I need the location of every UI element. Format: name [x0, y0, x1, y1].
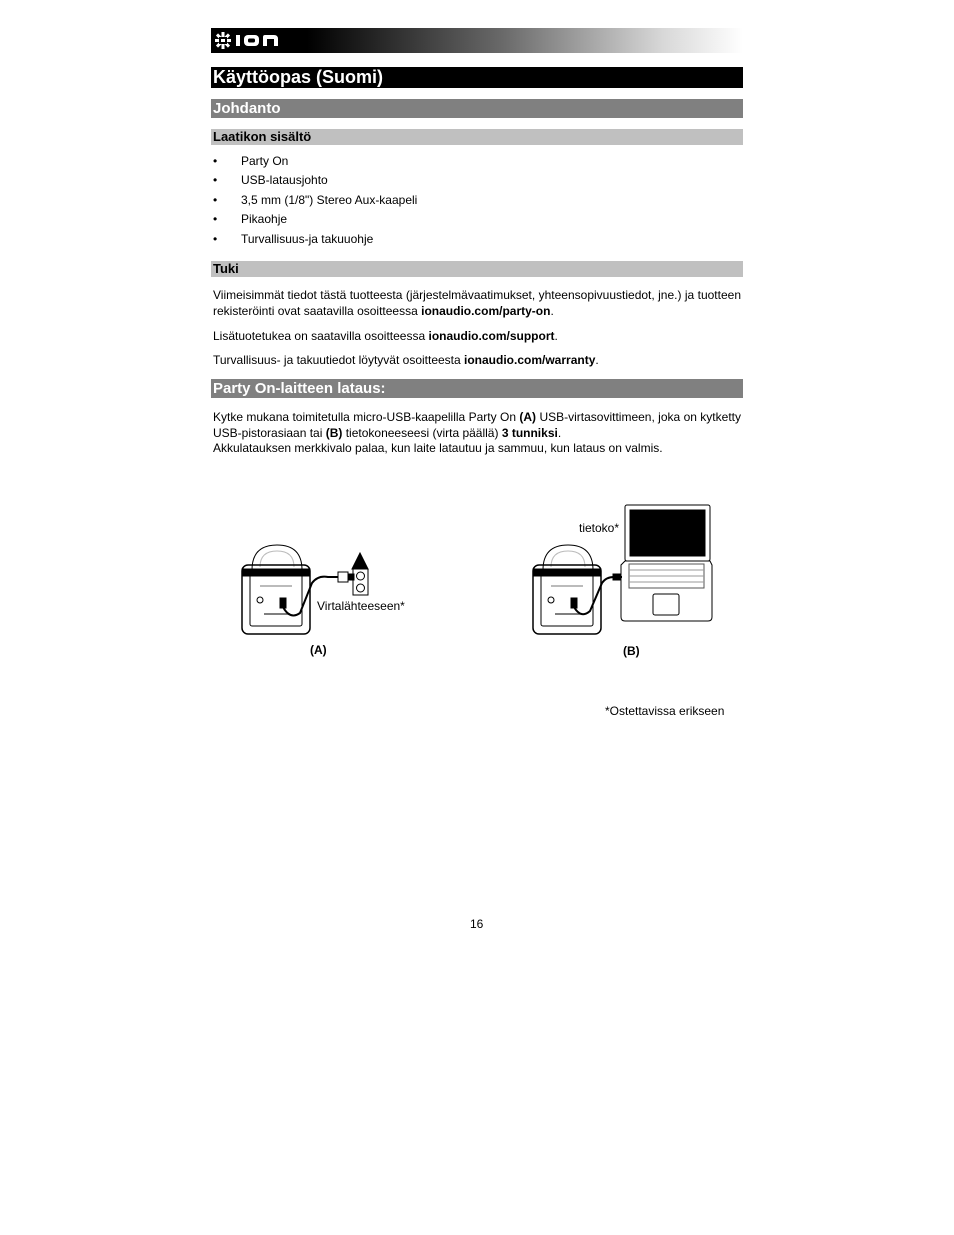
page-title: Käyttöopas (Suomi)	[211, 67, 743, 88]
speaker-b-icon	[533, 545, 601, 634]
link-party-on[interactable]: ionaudio.com/party-on	[421, 304, 551, 318]
usb-power-adapter-icon	[338, 572, 354, 582]
list-item: • USB-latausjohto	[213, 171, 417, 190]
charging-indicator-note: Akkulatauksen merkkivalo palaa, kun laite latautuu ja sammuu, kun lataus on valmis.	[213, 441, 663, 455]
caption-a: (A)	[310, 643, 327, 657]
support-paragraph-2: Lisätuotetukea on saatavilla osoitteessa ionaudio.com/support.	[213, 329, 558, 343]
box-contents-list	[213, 152, 417, 249]
laptop-icon	[621, 505, 712, 621]
link-warranty[interactable]: ionaudio.com/warranty	[464, 353, 596, 367]
list-item: • Party On	[213, 152, 417, 171]
page-number: 16	[470, 917, 484, 931]
brand-header-bar	[211, 28, 743, 53]
section-heading-box-contents: Laatikon sisältö	[211, 129, 743, 145]
support-paragraph-1: Viimeisimmät tiedot tästä tuotteesta (järjestelmävaatimukset, yhteensopivuustiedot, jne.) ja tuotteen rekisteröinti ovat saatavilla osoitteessa ionaudio.com/party-on.	[213, 288, 741, 318]
section-heading-charging: Party On-laitteen lataus:	[211, 379, 743, 398]
section-heading-intro: Johdanto	[211, 99, 743, 118]
charging-paragraph: Kytke mukana toimitetulla micro-USB-kaapelilla Party On (A) USB-virtasovittimeen, joka on kytketty USB-pistorasiaan tai (B) tietokoneeseesi (virta päällä) 3 tunniksi.	[213, 410, 741, 440]
support-paragraph-3: Turvallisuus- ja takuutiedot löytyvät osoitteesta ionaudio.com/warranty.	[213, 353, 599, 367]
label-power-source: Virtalähteeseen*	[317, 599, 405, 613]
caption-b: (B)	[623, 644, 640, 658]
speaker-a-icon	[242, 545, 310, 634]
link-support[interactable]: ionaudio.com/support	[428, 329, 555, 343]
label-computer: tietoko*	[579, 521, 620, 535]
ion-logo-icon	[214, 31, 286, 50]
list-item: • Turvallisuus-ja takuuohje	[213, 230, 417, 249]
list-item: • 3,5 mm (1/8") Stereo Aux-kaapeli	[213, 191, 417, 210]
list-item: • Pikaohje	[213, 210, 417, 229]
section-heading-support: Tuki	[211, 261, 743, 277]
footnote: *Ostettavissa erikseen	[605, 704, 725, 718]
charging-illustration	[200, 495, 740, 645]
